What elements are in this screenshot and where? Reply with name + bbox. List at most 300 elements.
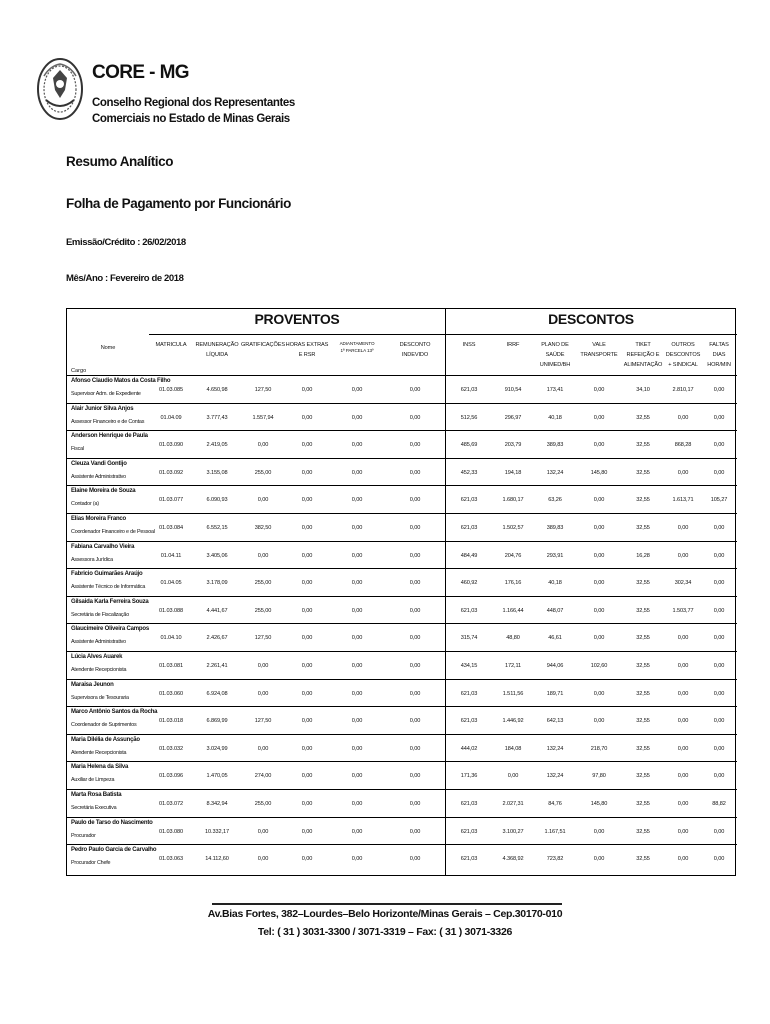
table-cell: 01.03.092 xyxy=(159,469,183,476)
column-header-line: ADIANTAMENTO xyxy=(339,341,375,346)
table-cell: 3.155,08 xyxy=(206,469,228,476)
table-cell: 0,00 xyxy=(351,663,363,669)
table-cell: 0,00 xyxy=(301,773,313,780)
table-cell: 0,00 xyxy=(409,856,421,863)
employee-role: Secretária Executiva xyxy=(71,805,117,811)
table-cell: 32,55 xyxy=(636,690,650,697)
table-cell: 01.04.11 xyxy=(160,552,182,559)
column-header-line: INDEVIDO xyxy=(401,352,429,358)
footer-address: Av.Bias Fortes, 382–Lourdes–Belo Horizonte/Minas Gerais – Cep.30170-010 xyxy=(207,908,563,920)
column-header-line: INSS xyxy=(462,342,476,348)
column-header-line: FALTAS xyxy=(709,342,729,348)
table-cell: 434,15 xyxy=(460,663,478,669)
table-cell: 0,00 xyxy=(593,442,605,449)
table-cell: 0,00 xyxy=(351,387,363,393)
employee-name: Afonso Claudio Matos da Costa Filho xyxy=(71,378,171,384)
table-cell: 3.024,99 xyxy=(206,745,228,752)
column-header-line: DESCONTOS xyxy=(665,352,701,358)
table-cell: 01.03.096 xyxy=(159,773,183,780)
employee-role: Secretária de Fiscalização xyxy=(71,611,130,618)
table-cell: 01.03.077 xyxy=(159,497,183,504)
employee-name: Fabricio Guimarães Araújo xyxy=(71,571,143,578)
table-cell: 452,33 xyxy=(460,469,478,476)
table-cell: 389,83 xyxy=(546,442,564,449)
table-cell: 0,00 xyxy=(713,414,725,421)
table-cell: 32,55 xyxy=(636,414,650,421)
table-cell: 0,00 xyxy=(409,414,421,421)
table-cell: 32,55 xyxy=(636,442,650,449)
table-cell: 0,00 xyxy=(713,690,725,697)
table-cell: 0,00 xyxy=(713,718,725,725)
table-cell: 01.03.072 xyxy=(159,801,183,807)
table-cell: 0,00 xyxy=(301,442,313,449)
table-cell: 0,00 xyxy=(677,801,689,807)
table-cell: 6.552,15 xyxy=(206,525,228,531)
table-cell: 0,00 xyxy=(593,552,605,559)
employee-name: Pedro Paulo Garcia de Carvalho xyxy=(71,847,157,854)
table-cell: 1.166,44 xyxy=(502,607,524,614)
table-cell: 01.04.05 xyxy=(160,580,182,587)
table-row xyxy=(67,430,737,458)
table-cell: 1.557,94 xyxy=(252,414,274,421)
table-cell: 48,80 xyxy=(506,635,520,642)
table-cell: 389,83 xyxy=(546,525,564,531)
table-cell: 0,00 xyxy=(409,828,421,835)
employee-role: Assessora Jurídica xyxy=(71,556,113,563)
column-header-line: E RSR xyxy=(298,352,316,358)
table-cell: 1.503,77 xyxy=(672,607,694,614)
employee-name: Alair Junior Silva Anjos xyxy=(71,405,134,412)
table-cell: 145,80 xyxy=(590,469,608,476)
column-header-line: MATRICULA xyxy=(155,342,187,348)
table-cell: 2.426,67 xyxy=(206,635,228,642)
table-cell: 1.167,51 xyxy=(544,828,566,835)
employee-role: Atendente Recepcionista xyxy=(71,749,127,756)
table-cell: 0,00 xyxy=(593,414,605,421)
employee-role: Assistente Técnico de Informática xyxy=(71,584,146,591)
table-cell: 910,54 xyxy=(504,387,522,393)
table-cell: 0,00 xyxy=(301,828,313,835)
table-cell: 0,00 xyxy=(713,469,725,476)
table-cell: 0,00 xyxy=(713,442,725,449)
table-cell: 293,91 xyxy=(546,552,564,559)
table-row xyxy=(67,706,737,734)
employee-role: Assistente Administrativo xyxy=(71,473,126,480)
table-cell: 0,00 xyxy=(351,552,363,559)
table-cell: 3.178,09 xyxy=(206,580,228,587)
table-cell: 01.03.032 xyxy=(159,745,183,752)
table-cell: 1.613,71 xyxy=(672,497,694,504)
table-cell: 0,00 xyxy=(713,663,725,669)
employee-role: Procurador Chefe xyxy=(71,860,111,867)
table-cell: 6.869,99 xyxy=(206,718,228,725)
table-row xyxy=(67,817,737,845)
payroll-table xyxy=(66,308,736,876)
table-cell: 189,71 xyxy=(546,690,564,697)
column-header-line: TIKET xyxy=(635,342,651,348)
table-cell: 0,00 xyxy=(593,828,605,835)
column-header-line: PLANO DE xyxy=(541,342,569,348)
table-cell: 84,76 xyxy=(548,801,562,807)
table-cell: 32,55 xyxy=(636,828,650,835)
table-cell: 0,00 xyxy=(409,663,421,669)
table-cell: 0,00 xyxy=(593,387,605,393)
employee-name: Maria Helena da Silva xyxy=(71,764,129,771)
group-descontos-header: DESCONTOS xyxy=(548,311,634,327)
table-cell: 0,00 xyxy=(409,773,421,780)
table-cell: 0,00 xyxy=(409,387,421,393)
table-cell: 382,50 xyxy=(254,525,272,531)
table-cell: 194,18 xyxy=(504,469,522,476)
employee-name: Gilsaida Karla Ferreira Souza xyxy=(71,598,149,605)
column-header xyxy=(621,340,665,370)
org-name-line-1: Conselho Regional dos Representantes xyxy=(92,97,295,109)
column-header-line: IRRF xyxy=(506,342,520,348)
table-cell: 0,00 xyxy=(351,442,363,449)
table-cell: 0,00 xyxy=(593,525,605,531)
table-cell: 173,41 xyxy=(546,387,564,393)
table-cell: 0,00 xyxy=(593,718,605,725)
table-cell: 0,00 xyxy=(677,690,689,697)
table-cell: 01.03.090 xyxy=(159,442,183,449)
table-cell: 171,36 xyxy=(460,773,478,780)
table-cell: 460,92 xyxy=(460,580,478,587)
table-cell: 218,70 xyxy=(590,745,608,752)
table-row xyxy=(67,844,737,872)
org-name-line-2: Comerciais no Estado de Minas Gerais xyxy=(92,113,290,125)
table-cell: 0,00 xyxy=(257,552,269,559)
table-cell: 32,55 xyxy=(636,525,650,531)
column-header-line: 1ª PARCELA 13º xyxy=(340,348,374,353)
table-cell: 0,00 xyxy=(351,856,363,863)
table-cell: 2.419,05 xyxy=(206,442,228,449)
column-header-line: OUTROS xyxy=(671,342,695,348)
table-cell: 0,00 xyxy=(351,525,363,531)
column-header-cargo: Cargo xyxy=(71,368,87,374)
group-divider xyxy=(149,334,737,335)
table-cell: 255,00 xyxy=(254,801,272,807)
table-cell: 16,28 xyxy=(636,552,650,559)
table-cell: 621,03 xyxy=(460,525,478,531)
table-cell: 4.441,67 xyxy=(206,607,228,614)
table-cell: 0,00 xyxy=(301,414,313,421)
table-cell: 0,00 xyxy=(713,635,725,642)
employee-name: Anderson Henrique de Paula xyxy=(71,433,148,440)
table-cell: 0,00 xyxy=(257,856,269,863)
column-header xyxy=(665,340,701,370)
table-cell: 97,80 xyxy=(592,773,606,780)
table-cell: 444,02 xyxy=(460,745,478,752)
employee-role: Supervisor Adm. de Expediente xyxy=(71,391,141,397)
table-cell: 01.04.09 xyxy=(160,414,182,421)
table-cell: 01.03.081 xyxy=(159,663,183,669)
table-cell: 127,50 xyxy=(254,635,272,642)
table-cell: 10.332,17 xyxy=(205,828,229,835)
column-header-line: + SINDICAL xyxy=(668,362,698,368)
table-cell: 3.777,43 xyxy=(206,414,228,421)
table-cell: 32,55 xyxy=(636,663,650,669)
column-header xyxy=(241,340,285,350)
table-row xyxy=(67,651,737,679)
column-header-line: UNIMED/BH xyxy=(539,362,571,368)
table-cell: 0,00 xyxy=(677,414,689,421)
table-cell: 2.027,31 xyxy=(502,801,524,807)
table-row xyxy=(67,623,737,651)
table-cell: 0,00 xyxy=(409,690,421,697)
table-cell: 32,55 xyxy=(636,856,650,863)
table-cell: 0,00 xyxy=(257,663,269,669)
employee-name: Lúcia Alves Auarek xyxy=(71,654,123,660)
table-cell: 0,00 xyxy=(257,690,269,697)
employee-name: Marta Rosa Batista xyxy=(71,792,122,798)
table-cell: 01.03.080 xyxy=(159,828,183,835)
period: Mês/Ano : Fevereiro de 2018 xyxy=(66,273,184,284)
table-cell: 0,00 xyxy=(351,580,363,587)
table-row xyxy=(67,403,737,431)
table-cell: 0,00 xyxy=(409,745,421,752)
table-cell: 0,00 xyxy=(351,828,363,835)
table-cell: 0,00 xyxy=(257,828,269,835)
table-cell: 642,13 xyxy=(546,718,564,725)
group-proventos-header: PROVENTOS xyxy=(254,311,340,327)
column-header-line: TRANSPORTE xyxy=(580,352,618,358)
org-full-name xyxy=(92,95,295,127)
column-header xyxy=(149,340,193,350)
column-header-line: SAÚDE xyxy=(545,352,565,358)
table-cell: 0,00 xyxy=(593,580,605,587)
table-cell: 0,00 xyxy=(713,745,725,752)
table-cell: 32,55 xyxy=(636,718,650,725)
footer-phones: Tel: ( 31 ) 3031-3300 / 3071-3319 – Fax: ( 31 ) 3071-3326 xyxy=(257,926,513,938)
employee-name: Maraisa Jeunon xyxy=(71,681,114,688)
table-cell: 0,00 xyxy=(677,745,689,752)
table-cell: 0,00 xyxy=(677,773,689,780)
table-cell: 0,00 xyxy=(677,525,689,531)
employee-name: Glaucimeire Oliveira Campos xyxy=(71,626,149,633)
table-cell: 4.650,98 xyxy=(206,387,228,393)
table-cell: 0,00 xyxy=(257,442,269,449)
table-cell: 302,34 xyxy=(674,580,692,587)
table-cell: 0,00 xyxy=(301,690,313,697)
table-cell: 0,00 xyxy=(713,525,725,531)
table-cell: 0,00 xyxy=(301,856,313,863)
column-header-line: REMUNERAÇÃO xyxy=(195,342,239,348)
table-cell: 0,00 xyxy=(257,497,269,504)
table-cell: 0,00 xyxy=(351,801,363,807)
table-cell: 01.03.060 xyxy=(159,690,183,697)
column-header-line: DIAS xyxy=(712,352,726,358)
table-cell: 32,55 xyxy=(636,469,650,476)
table-cell: 0,00 xyxy=(351,497,363,504)
table-row xyxy=(67,485,737,513)
table-cell: 0,00 xyxy=(351,718,363,725)
table-cell: 1.511,56 xyxy=(502,690,524,697)
table-row xyxy=(67,375,737,403)
table-cell: 621,03 xyxy=(460,690,478,697)
table-cell: 32,55 xyxy=(636,745,650,752)
table-cell: 34,10 xyxy=(636,387,650,393)
table-cell: 0,00 xyxy=(713,387,725,393)
table-cell: 0,00 xyxy=(713,828,725,835)
table-cell: 0,00 xyxy=(301,497,313,504)
table-cell: 0,00 xyxy=(677,718,689,725)
table-cell: 0,00 xyxy=(409,801,421,807)
table-cell: 0,00 xyxy=(677,552,689,559)
table-cell: 0,00 xyxy=(409,442,421,449)
column-header-line: DESCONTO xyxy=(399,342,431,348)
table-cell: 512,56 xyxy=(460,414,478,421)
table-cell: 0,00 xyxy=(301,718,313,725)
emission-date: Emissão/Crédito : 26/02/2018 xyxy=(66,237,186,248)
employee-role: Fiscal xyxy=(71,446,84,453)
table-cell: 0,00 xyxy=(409,635,421,642)
table-cell: 0,00 xyxy=(593,635,605,642)
column-header xyxy=(329,340,385,354)
table-cell: 255,00 xyxy=(254,607,272,614)
table-cell: 32,55 xyxy=(636,580,650,587)
table-cell: 32,55 xyxy=(636,635,650,642)
employee-name: Elias Moreira Franco xyxy=(71,516,127,522)
table-cell: 0,00 xyxy=(409,525,421,531)
table-cell: 01.03.018 xyxy=(159,718,183,725)
table-cell: 40,18 xyxy=(548,414,562,421)
table-cell: 1.470,05 xyxy=(206,773,228,780)
table-cell: 0,00 xyxy=(301,387,313,393)
table-cell: 0,00 xyxy=(593,497,605,504)
table-cell: 0,00 xyxy=(593,856,605,863)
table-cell: 14.112,60 xyxy=(205,856,229,863)
column-header-nome: Nome xyxy=(100,345,116,351)
table-cell: 0,00 xyxy=(593,690,605,697)
table-cell: 88,82 xyxy=(712,801,726,807)
table-cell: 0,00 xyxy=(713,856,725,863)
column-header-line: GRATIFICAÇÕES xyxy=(241,342,285,348)
employee-role: Supervisora de Tesouraria xyxy=(71,694,129,701)
table-cell: 0,00 xyxy=(301,635,313,642)
employee-role: Coordenador Financeiro e de Pessoal xyxy=(71,529,155,535)
table-cell: 145,80 xyxy=(590,801,608,807)
table-cell: 0,00 xyxy=(507,773,519,780)
table-cell: 132,24 xyxy=(546,773,564,780)
table-cell: 944,06 xyxy=(546,663,564,669)
table-cell: 0,00 xyxy=(351,690,363,697)
table-cell: 621,03 xyxy=(460,828,478,835)
employee-role: Assistente Administrativo xyxy=(71,639,126,646)
table-cell: 3.100,27 xyxy=(502,828,524,835)
column-header-line: REFEIÇÃO E xyxy=(626,352,660,358)
table-cell: 621,03 xyxy=(460,718,478,725)
table-row xyxy=(67,761,737,789)
table-cell: 6.924,08 xyxy=(206,690,228,697)
table-row xyxy=(67,789,737,817)
table-cell: 102,60 xyxy=(590,663,608,669)
table-cell: 0,00 xyxy=(351,469,363,476)
table-cell: 184,08 xyxy=(504,745,522,752)
table-cell: 621,03 xyxy=(460,387,478,393)
column-header xyxy=(385,340,445,360)
table-row xyxy=(67,568,737,596)
table-cell: 46,61 xyxy=(548,635,562,642)
table-cell: 2.810,17 xyxy=(672,387,694,393)
table-cell: 485,69 xyxy=(460,442,478,449)
table-cell: 3.405,06 xyxy=(206,552,228,559)
column-header-line: ALIMENTAÇÃO xyxy=(623,362,663,368)
column-header xyxy=(493,340,533,350)
table-cell: 315,74 xyxy=(460,635,478,642)
column-header-line: HOR/MIN xyxy=(707,362,731,368)
table-cell: 0,00 xyxy=(713,580,725,587)
table-cell: 1.502,57 xyxy=(502,525,524,531)
table-cell: 8.342,94 xyxy=(206,801,228,807)
table-row xyxy=(67,541,737,569)
table-cell: 01.03.063 xyxy=(159,856,183,863)
table-cell: 621,03 xyxy=(460,607,478,614)
table-cell: 296,97 xyxy=(504,414,522,421)
column-header xyxy=(193,340,241,360)
column-header xyxy=(577,340,621,360)
table-cell: 0,00 xyxy=(301,801,313,807)
table-cell: 0,00 xyxy=(713,607,725,614)
table-cell: 40,18 xyxy=(548,580,562,587)
table-cell: 0,00 xyxy=(301,525,313,531)
employee-name: Marco Antônio Santos da Rocha xyxy=(71,709,158,716)
table-cell: 1.680,17 xyxy=(502,497,524,504)
table-cell: 0,00 xyxy=(351,745,363,752)
table-cell: 32,55 xyxy=(636,773,650,780)
column-header xyxy=(285,340,329,360)
table-cell: 0,00 xyxy=(301,607,313,614)
table-cell: 0,00 xyxy=(351,607,363,614)
table-row xyxy=(67,734,737,762)
table-cell: 0,00 xyxy=(301,663,313,669)
table-cell: 484,49 xyxy=(460,552,478,559)
table-cell: 0,00 xyxy=(301,580,313,587)
table-cell: 132,24 xyxy=(546,745,564,752)
table-cell: 32,55 xyxy=(636,607,650,614)
table-cell: 01.04.10 xyxy=(160,635,182,642)
employee-name: Paulo de Tarso do Nascimento xyxy=(71,819,153,826)
table-cell: 1.446,92 xyxy=(502,718,524,725)
table-cell: 255,00 xyxy=(254,469,272,476)
employee-role: Atendente Recepcionista xyxy=(71,667,127,673)
table-cell: 01.03.084 xyxy=(159,525,183,531)
core-mg-seal-logo xyxy=(36,56,84,122)
table-cell: 621,03 xyxy=(460,856,478,863)
employee-role: Auxiliar de Limpeza xyxy=(71,777,115,784)
table-cell: 0,00 xyxy=(713,552,725,559)
table-cell: 2.261,41 xyxy=(206,663,228,669)
table-cell: 0,00 xyxy=(257,745,269,752)
table-cell: 0,00 xyxy=(351,635,363,642)
table-cell: 448,07 xyxy=(546,607,564,614)
employee-name: Fabiana Carvalho Vieira xyxy=(71,543,135,550)
table-cell: 176,16 xyxy=(504,580,522,587)
employee-role: Coordenador de Suprimentos xyxy=(71,722,137,729)
table-cell: 255,00 xyxy=(254,580,272,587)
employee-name: Cleuza Vandi Gontijo xyxy=(71,460,127,467)
employee-name: Maria Dilélia de Assunção xyxy=(71,736,140,743)
table-cell: 105,27 xyxy=(710,497,728,504)
table-cell: 32,55 xyxy=(636,497,650,504)
table-cell: 0,00 xyxy=(677,856,689,863)
table-cell: 274,00 xyxy=(254,773,272,780)
table-cell: 0,00 xyxy=(409,552,421,559)
table-cell: 0,00 xyxy=(409,497,421,504)
column-header-line: LÍQUIDA xyxy=(206,352,228,358)
table-cell: 127,50 xyxy=(254,387,272,393)
table-cell: 0,00 xyxy=(409,469,421,476)
table-cell: 0,00 xyxy=(351,773,363,780)
